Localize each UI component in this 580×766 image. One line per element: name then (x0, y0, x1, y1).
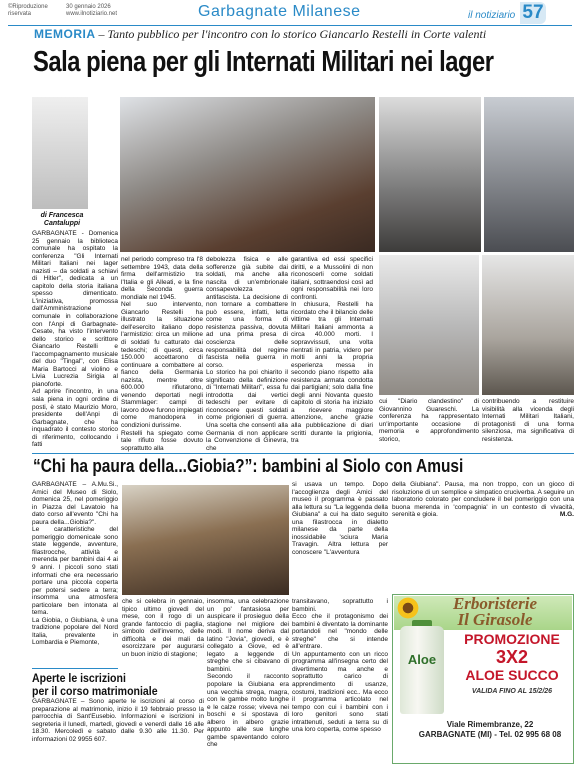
article-column-1: GARBAGNATE - Domenica 25 gennaio la biblioteca comunale ha ospitato la conferenza "Gli Internati Militari Italiani nei lager nazisti – da soldati a schiavi di Hitler", dedicata a un capitolo della storia italiana spesso dimenticato. L'iniziativa, promossa dall'Amministrazione comunale in collaborazione con l'Anpi di Garbagnate-Cesate, ha visto l'intervento dello storico e scrittore Giancarlo Restelli e l'accompagnamento musicale del duo "Tingal", con Elisa Maria Bartocci al violino e Livia Lucrezia Sirigia al pianoforte. Ad aprire l'incontro, in una sala piena in ogni ordine di posti, è stato Maurizio Moro, presidente dell'Anpi di Garbagnate, che ha inquadrato il contesto storico di riferimento, collocando i fatti (32, 230, 118, 449)
town-header: Garbagnate Milanese (198, 3, 361, 20)
title-line-1: Aperte le iscrizioni (32, 671, 126, 685)
ad-address (410, 720, 570, 740)
site-link[interactable]: www.ilnotiziario.net (66, 11, 118, 17)
article-column-1: GARBAGNATE – A.Mu.Si., Amici del Museo di Siolo, domenica 25, nel pomeriggio in Piazza del Lavatoio ha dato corso all'evento "Chi ha paura della...Giobia?". Le caratteristiche del pomeriggio domenicale sono state leggende, avventure, filastrocche, attività e merenda per bambini dai 4 ai 9 anni. I piccoli sono stati informati che era necessario portare una piccola coperta per potersi sedere a terra; insomma una atmosfera particolare ben intonata al tema. La Giobia, o Giubiana, è una tradizione popolare del Nord Italia, prevalente in Lombardia e Piemonte, (32, 481, 118, 647)
photo-visitors (482, 255, 574, 395)
photo-violinist (32, 97, 88, 209)
article-column-5 (392, 481, 574, 591)
title-line-2: per il corso matrimoniale (32, 684, 158, 698)
bottle-label: Aloe (407, 652, 437, 667)
header-divider (8, 25, 572, 26)
box-divider (32, 668, 118, 669)
promo-validity: VALIDA FINO AL 15/2/26 (471, 688, 553, 695)
promo-line-2: 3X2 (495, 647, 529, 667)
aloe-bottle-image (400, 626, 444, 714)
sunflower-icon (396, 596, 420, 620)
article-signature: M.G. (559, 511, 574, 519)
ad-street: Viale Rimembranze, 22 (446, 720, 534, 729)
section-divider (32, 453, 574, 454)
article-column-4: si usava un tempo. Dopo l'accoglienza degli Amici del museo il programma è passato alla lettura su "La leggenda della Giubiana" a cui ha dato seguito una filastrocca in dialetto milanese da parte della inossidabile 'sciura Maria Travagin. Altra lettura per conoscere "L'avventura (292, 481, 388, 556)
publisher-note: ©Riproduzione riservata (8, 4, 48, 17)
ad-promotion (452, 630, 572, 684)
issue-date (66, 4, 117, 18)
article-title: “Chi ha paura della...Giobia?”: bambini al Siolo con Amusi (33, 456, 464, 476)
ad-city-phone: GARBAGNATE (MI) - Tel. 02 995 68 08 (418, 730, 562, 739)
article-column-6: contribuendo a restituire visibilità alla vicenda degli Internati Militari Italiani, protagonisti di una forma silenziosa, ma significativa di resistenza. (482, 398, 574, 443)
article-kicker (34, 27, 486, 42)
article-column-4: garantiva ed essi specifici diritti, e a Mussolini di non riconoscerli come soldati italiani, sottraendosi così ad ogni responsabilità nei loro confronti. In chiusura, Restelli ha ricordato che il bilancio delle vittime tra gli Internati Militari Italiani ammonta a circa 40.000 morti. I sopravvissuti, una volta rientrati in patria, videro per molti anni la propria esperienza messa in secondo piano rispetto alla resistenza armata condotta dai partigiani; solo dalla fine degli anni Novanta questo capitolo di storia ha iniziato a ricevere maggiore attenzione, anche grazie alla pubblicazione di diari scritti durante la prigionia, tra (291, 256, 373, 445)
kicker-tag: MEMORIA (34, 27, 96, 41)
promo-line-3: ALOE SUCCO (465, 667, 559, 683)
article-column-3: insomma, una celebrazione un po' fantasiosa per auspicare il prosieguo della stagione nel migliore dei modi. Il nome deriva dal latino "Jovia", giovedì, e è collegato a Giove, ed è legato a leggende di streghe che si cibavano di bambini. Secondo il racconto popolare la Giubiana era una vecchia strega, magra, con le gambe molto lunghe e le calze rosse; viveva nei boschi e si spostava di albero in albero grazie appunto alle sue lunghe gambe spaventando coloro che (207, 598, 289, 749)
article-column-5-text: della Giubiana". Pausa, ma non troppo, con un gioco di risoluzione di un semplice e simpatico cruciverba. A seguire un laboratorio colorato per concludere il bel pomeriggio con una buona merenda in 'compagnia' in un contesto di vivacità, serenità e gioia. (392, 481, 574, 519)
photo-audience (120, 97, 375, 252)
issue-date-text: 30 gennaio 2026 (66, 4, 111, 10)
article-column-3: debolezza fisica e alle sofferenze già subite dai soldati, ma anche alla nascita di un'embrionale consapevolezza antifascista. La decisione di non tornare a combattere può essere, infatti, letta come una forma di resistenza passiva, dovuta ad una prima presa di coscienza delle responsabilità del regime fascista nella guerra in corso. Lo storico ha poi chiarito il significato della definizione di "Internati Militari", essa fu introdotta dai vertici tedeschi per evitare di riconoscere questi soldati come prigionieri di guerra. Una scelta che consentì alla Germania di non applicare la Convenzione di Ginevra, che (206, 256, 288, 452)
article-column-2: che si celebra in gennaio, tipico ultimo giovedì del mese, con il rogo di un grande fantoccio di paglia, simbolo dell'inverno, delle difficoltà e dei mali da esorcizzare per augurarsi un buon inizio di stagione; (122, 598, 204, 658)
article-column-4b: transitavano, soprattutto i bambini. Ecco che il protagonismo dei bambini è diventato la dominante portandoli nel "mondo delle streghe" che si intende all'entrare. Un appuntamento con un ricco programma all'insegna certo del divertimento ma anche e soprattutto carico di apprendimento di usanze, costumi, tradizioni ecc.. Ma ecco il programma articolato nel tempo con cui i bambini con i loro genitori sono stati intrattenuti, seduti a terra su di una loro coperta, come spesso (292, 598, 388, 734)
photo-exhibition-panels (379, 255, 479, 395)
promo-line-1: PROMOZIONE (464, 631, 560, 647)
section-name: il notiziario (468, 10, 516, 21)
photo-speakers-table (379, 97, 481, 252)
article-body: GARBAGNATE – Sono aperte le iscrizioni al corso di preparazione al matrimonio, inizio il 19 febbraio presso la parrocchia di Sant'Eusebio. Informazioni e iscrizioni in segreteria il lunedì, martedì, giovedì e venerdì dalle 16 alle 18.30. Mercoledì e sabato dalle 9.30 alle 11.30. Per informazioni 02 9955 607. (32, 698, 204, 743)
article-title: Sala piena per gli Internati Militari nei lager (33, 46, 494, 78)
article-title (32, 672, 158, 698)
article-byline: di Francesca Cantaluppi (40, 212, 84, 227)
ad-brand (420, 596, 570, 628)
photo-speaker (484, 97, 574, 252)
ad-brand-line-2: Il Girasole (457, 610, 533, 629)
ad-brand-line-1: Erboristerie (452, 594, 538, 613)
article-column-2: nel periodo compreso tra l'8 settembre 1943, data della firma dell'armistizio tra l'Italia e gli Alleati, e la fine della Seconda guerra mondiale nel 1945. Nel suo intervento, Giancarlo Restelli ha illustrato la situazione dell'esercito italiano dopo l'armistizio: circa un milione di soldati fu catturato dai tedeschi; di questi, circa 150.000 accettarono di continuare a combattere al fianco della Germania nazista, mentre oltre 600.000 rifiutarono, venendo deportati negli Stammlager: campi di lavoro dove furono impiegati come manodopera in condizioni durissime. Restelli ha spiegato come tale rifiuto fosse dovuto soprattutto alla (121, 256, 203, 452)
page-number: 57 (520, 2, 546, 24)
article-column-5: cui "Diario clandestino" di Giovannino Guareschi. La conferenza ha rappresentato un'importante occasione di memoria e approfondimento storico, (379, 398, 479, 443)
photo-children (122, 485, 289, 595)
kicker-text: – Tanto pubblico per l'incontro con lo storico Giancarlo Restelli in Corte valenti (98, 27, 487, 41)
